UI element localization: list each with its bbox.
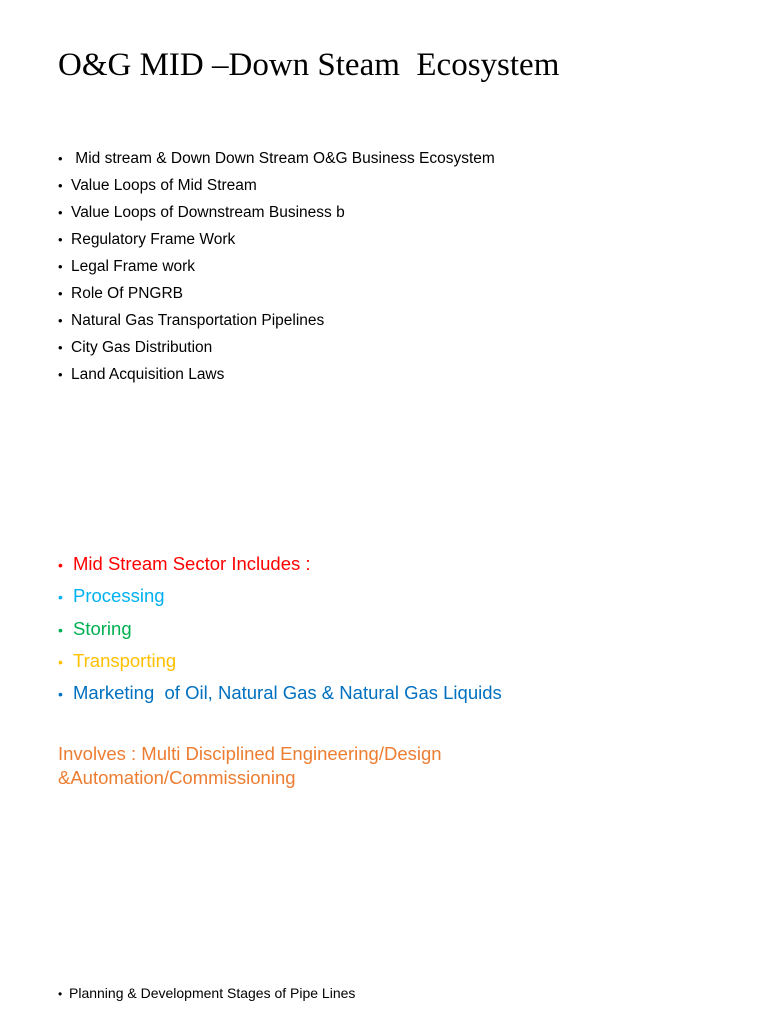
bullet-icon: • <box>58 313 63 328</box>
sector-text: Processing <box>73 585 165 607</box>
bullet-icon: • <box>58 557 63 573</box>
bullet-icon: • <box>58 367 63 382</box>
topic-text: Mid stream & Down Down Stream O&G Business Ecosystem <box>71 150 495 167</box>
topic-item <box>58 145 495 172</box>
topic-item <box>58 361 495 388</box>
sector-text: Mid Stream Sector Includes : <box>73 553 311 574</box>
bullet-icon: • <box>58 686 63 703</box>
sector-text: Storing <box>73 617 132 639</box>
footer-topic <box>58 982 355 1005</box>
sector-heading <box>58 548 502 580</box>
topic-item <box>58 307 495 334</box>
topic-item <box>58 280 495 307</box>
sector-item-marketing <box>58 677 502 709</box>
bullet-icon: • <box>58 232 63 247</box>
sector-text: Marketing of Oil, Natural Gas & Natural Gas Liquids <box>73 682 502 704</box>
sector-item-storing <box>58 613 502 645</box>
slide-title: O&G MID –Down Steam Ecosystem <box>58 47 560 83</box>
topic-text: Land Acquisition Laws <box>71 366 225 383</box>
topic-text: Legal Frame work <box>71 258 196 275</box>
sector-text: Transporting <box>73 649 177 671</box>
topic-text: Role Of PNGRB <box>71 285 183 302</box>
bullet-icon: • <box>58 987 63 1001</box>
bullet-icon: • <box>58 340 63 355</box>
topic-item <box>58 253 495 280</box>
bullet-icon: • <box>58 653 63 670</box>
involves-line-1: Involves : Multi Disciplined Engineering/Design <box>58 743 442 764</box>
topic-item <box>58 199 495 226</box>
topic-text: City Gas Distribution <box>71 339 213 356</box>
bullet-icon: • <box>58 286 63 301</box>
topic-text: Value Loops of Downstream Business b <box>71 204 345 221</box>
involves-line-2: &Automation/Commissioning <box>58 767 296 788</box>
bullet-icon: • <box>58 178 63 193</box>
topic-item <box>58 334 495 361</box>
bullet-icon: • <box>58 151 63 166</box>
involves-note <box>58 742 442 790</box>
footer-text: Planning & Development Stages of Pipe Lines <box>69 985 356 1001</box>
topic-list <box>58 145 495 388</box>
topic-item <box>58 226 495 253</box>
bullet-icon: • <box>58 259 63 274</box>
bullet-icon: • <box>58 205 63 220</box>
bullet-icon: • <box>58 589 63 606</box>
topic-text: Value Loops of Mid Stream <box>71 177 257 194</box>
topic-text: Regulatory Frame Work <box>71 231 236 248</box>
sector-item-transporting <box>58 645 502 677</box>
sector-list <box>58 548 502 709</box>
sector-item-processing <box>58 580 502 612</box>
topic-item <box>58 172 495 199</box>
topic-text: Natural Gas Transportation Pipelines <box>71 312 325 329</box>
bullet-icon: • <box>58 621 63 638</box>
